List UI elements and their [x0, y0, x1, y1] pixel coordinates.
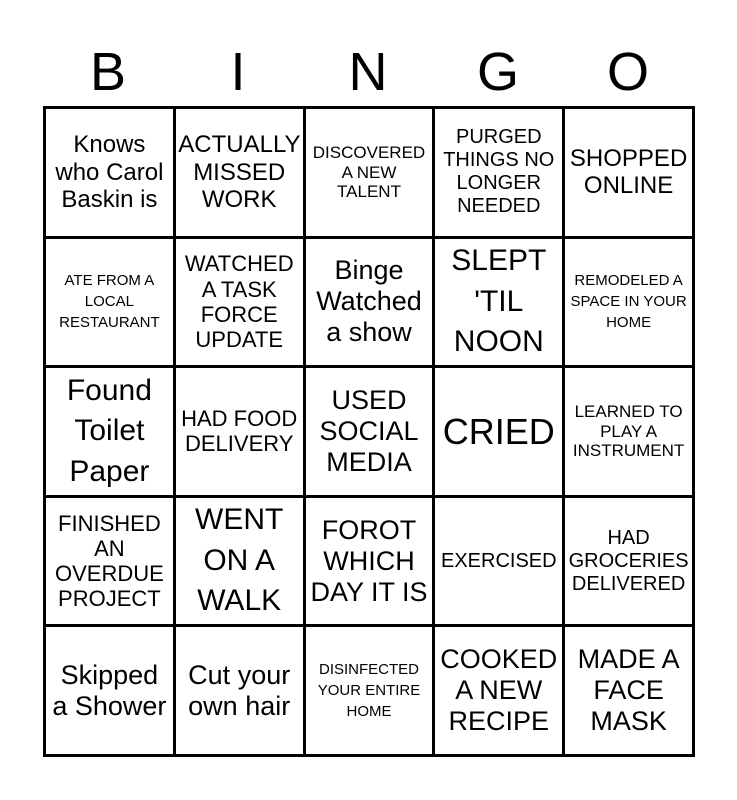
header-letter-g: G — [476, 42, 519, 102]
bingo-cell[interactable] — [306, 498, 433, 625]
bingo-cell[interactable] — [435, 627, 562, 754]
bingo-cell-text: Skipped a Shower — [52, 659, 167, 721]
bingo-grid — [43, 106, 695, 757]
bingo-cell-text: DISINFECTED YOUR ENTIRE HOME — [317, 661, 421, 721]
bingo-cell[interactable] — [176, 239, 303, 366]
bingo-cell[interactable] — [46, 627, 173, 754]
bingo-cell-text: LEARNED TO PLAY A INSTRUMENT — [572, 402, 685, 461]
bingo-cell[interactable] — [46, 109, 173, 236]
bingo-cell-text: FINISHED AN OVERDUE PROJECT — [55, 510, 164, 612]
bingo-cell[interactable] — [435, 498, 562, 625]
bingo-cell[interactable] — [306, 109, 433, 236]
bingo-cell[interactable] — [176, 498, 303, 625]
bingo-cell-text: USED SOCIAL MEDIA — [319, 384, 419, 478]
bingo-cell[interactable] — [46, 368, 173, 495]
bingo-cell[interactable] — [565, 239, 692, 366]
header-letter-o: O — [606, 42, 649, 102]
bingo-cell-text: WENT ON A WALK — [195, 503, 284, 618]
bingo-cell-text: Found Toilet Paper — [66, 373, 152, 488]
bingo-cell-text: Knows who Carol Baskin is — [55, 130, 164, 214]
bingo-cell-text: SLEPT 'TIL NOON — [451, 244, 547, 359]
bingo-cell[interactable] — [46, 239, 173, 366]
bingo-cell[interactable] — [565, 109, 692, 236]
bingo-cell[interactable] — [176, 627, 303, 754]
bingo-cell-text: DISCOVERED A NEW TALENT — [312, 142, 426, 202]
bingo-header — [43, 38, 693, 106]
bingo-cell[interactable] — [306, 239, 433, 366]
bingo-cell-text: HAD FOOD DELIVERY — [181, 406, 298, 457]
bingo-cell-text: WATCHED A TASK FORCE UPDATE — [184, 251, 294, 353]
bingo-cell[interactable] — [565, 498, 692, 625]
bingo-cell-text: Cut your own hair — [188, 659, 291, 721]
bingo-cell[interactable] — [176, 109, 303, 236]
bingo-cell-text: ATE FROM A LOCAL RESTAURANT — [59, 272, 160, 332]
header-letter-i: I — [230, 42, 246, 102]
bingo-cell-text: PURGED THINGS NO LONGER NEEDED — [443, 126, 555, 218]
bingo-cell-text: FOROT WHICH DAY IT IS — [310, 514, 428, 607]
bingo-cell-text: SHOPPED ONLINE — [569, 144, 688, 200]
bingo-cell[interactable] — [435, 368, 562, 495]
bingo-cell[interactable] — [565, 368, 692, 495]
bingo-cell-text: MADE A FACE MASK — [577, 644, 680, 737]
bingo-cell-text: CRIED — [442, 410, 555, 452]
bingo-cell[interactable] — [435, 239, 562, 366]
bingo-cell[interactable] — [565, 627, 692, 754]
bingo-cell[interactable] — [306, 627, 433, 754]
bingo-cell-text: COOKED A NEW RECIPE — [440, 644, 558, 737]
bingo-cell[interactable] — [306, 368, 433, 495]
bingo-cell-text: ACTUALLY MISSED WORK — [178, 130, 301, 214]
bingo-cell[interactable] — [176, 368, 303, 495]
header-letter-n: N — [348, 42, 388, 102]
bingo-cell-text: EXERCISED — [440, 549, 557, 572]
bingo-cell[interactable] — [46, 498, 173, 625]
bingo-cell-text: REMODELED A SPACE IN YOUR HOME — [570, 272, 687, 332]
header-letter-b: B — [89, 42, 127, 102]
bingo-cell-text: Binge Watched a show — [316, 255, 422, 348]
bingo-cell-text: HAD GROCERIES DELIVERED — [568, 526, 689, 595]
bingo-cell[interactable] — [435, 109, 562, 236]
